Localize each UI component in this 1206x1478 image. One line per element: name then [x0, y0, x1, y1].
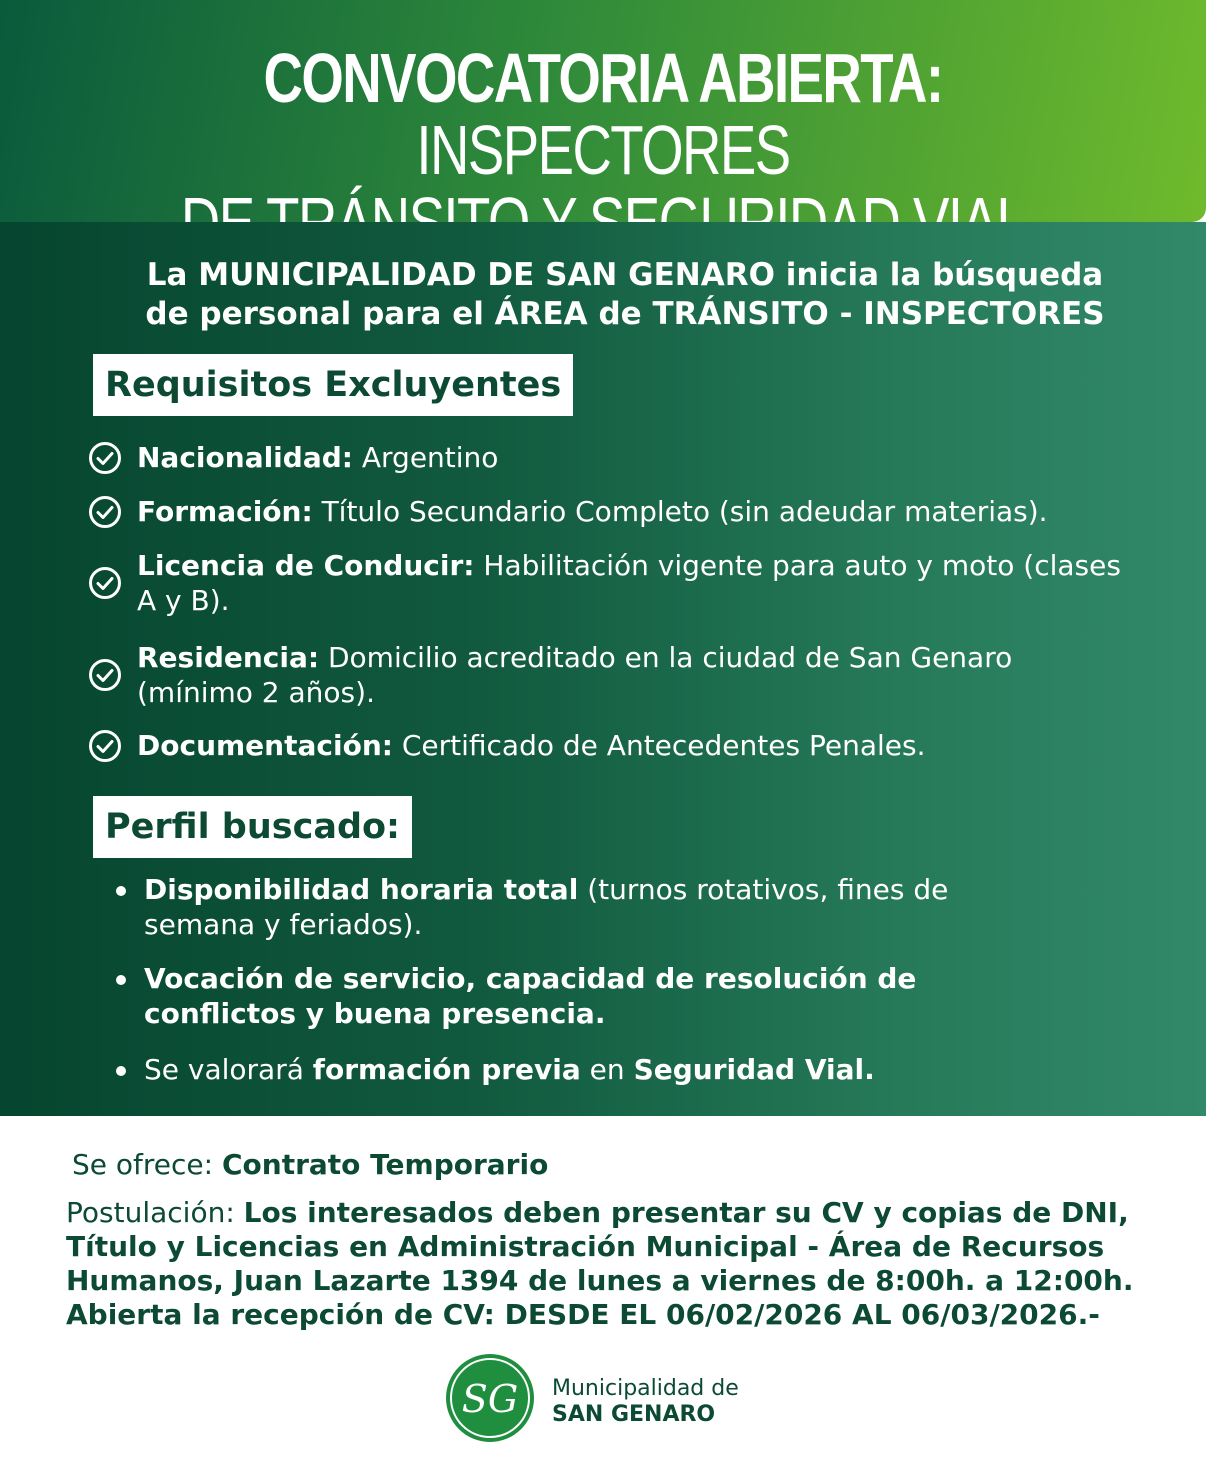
title-bold-part: CONVOCATORIA ABIERTA: [263, 39, 943, 117]
requirement-label: Documentación: [137, 729, 393, 762]
application-label: Postulación: [66, 1196, 244, 1229]
intro-line-1: La MUNICIPALIDAD DE SAN GENARO inicia la búsqueda [146, 257, 1104, 293]
requirement-item [88, 640, 1128, 710]
requirement-label: Licencia de Conducir: [137, 549, 475, 582]
check-circle-icon [88, 658, 122, 692]
requirement-item [88, 548, 1128, 618]
requirement-item [88, 728, 1128, 763]
title-rest-part: INSPECTORES [416, 111, 790, 189]
intro-text [0, 256, 1206, 334]
requirements-heading: Requisitos Excluyentes [93, 354, 573, 416]
profile-item [112, 872, 1012, 942]
requirement-item [88, 440, 1128, 475]
check-circle-icon [88, 441, 122, 475]
requirement-item [88, 494, 1128, 529]
requirement-text: Habilitación vigente para auto y moto (clases A y B). [137, 549, 1121, 617]
offer-line [72, 1148, 1172, 1182]
offer-value: Contrato Temporario [221, 1148, 549, 1181]
profile-heading: Perfil buscado: [93, 796, 412, 858]
logo-line-1: Municipalidad de [552, 1376, 739, 1401]
municipality-logo [444, 1352, 536, 1444]
profile-item [112, 1052, 1012, 1087]
requirement-label: Nacionalidad: [137, 441, 353, 474]
header-banner [0, 0, 1206, 222]
profile-item-bold: formación previa [312, 1053, 581, 1086]
bullet-icon [116, 886, 126, 896]
intro-line-2: de personal para el ÁREA de TRÁNSITO - INSPECTORES [145, 296, 1105, 332]
profile-item-text: en [580, 1053, 634, 1086]
logo-text [552, 1376, 739, 1428]
requirement-text: Certificado de Antecedentes Penales. [392, 729, 926, 762]
bullet-icon [116, 975, 126, 985]
profile-item-bold: Vocación de servicio, capacidad de resolución de conflictos y buena presencia. [144, 962, 917, 1030]
profile-item-bold: Disponibilidad horaria total [144, 873, 579, 906]
application-value: Los interesados deben presentar su CV y copias de DNI, Título y Licencias en Administración Municipal - Área de Recursos Humanos, Juan Lazarte 1394 de lunes a viernes de 8:00h. a 12:00h. Abierta la recepción de CV: DESDE EL 06/02/2026 AL 06/03/2026.- [66, 1196, 1134, 1331]
requirement-text: Título Secundario Completo (sin adeudar materias). [312, 495, 1048, 528]
logo-monogram: SG [461, 1377, 519, 1421]
profile-item-text: Se valorará [144, 1053, 313, 1086]
application-text [66, 1196, 1161, 1332]
check-circle-icon [88, 729, 122, 763]
profile-item-bold: Seguridad Vial. [633, 1053, 875, 1086]
bullet-icon [116, 1066, 126, 1076]
check-circle-icon [88, 495, 122, 529]
profile-item [112, 961, 1012, 1031]
check-circle-icon [88, 566, 122, 600]
profile-item-text: (turnos rotativos, fines de semana y feriados). [144, 873, 949, 941]
requirement-text: Argentino [352, 441, 499, 474]
requirement-text: Domicilio acreditado en la ciudad de San Genaro (mínimo 2 años). [137, 641, 1013, 709]
requirement-label: Residencia: [137, 641, 320, 674]
requirement-label: Formación: [137, 495, 313, 528]
offer-label: Se ofrece: [72, 1148, 222, 1181]
logo-line-2: SAN GENARO [552, 1402, 716, 1427]
